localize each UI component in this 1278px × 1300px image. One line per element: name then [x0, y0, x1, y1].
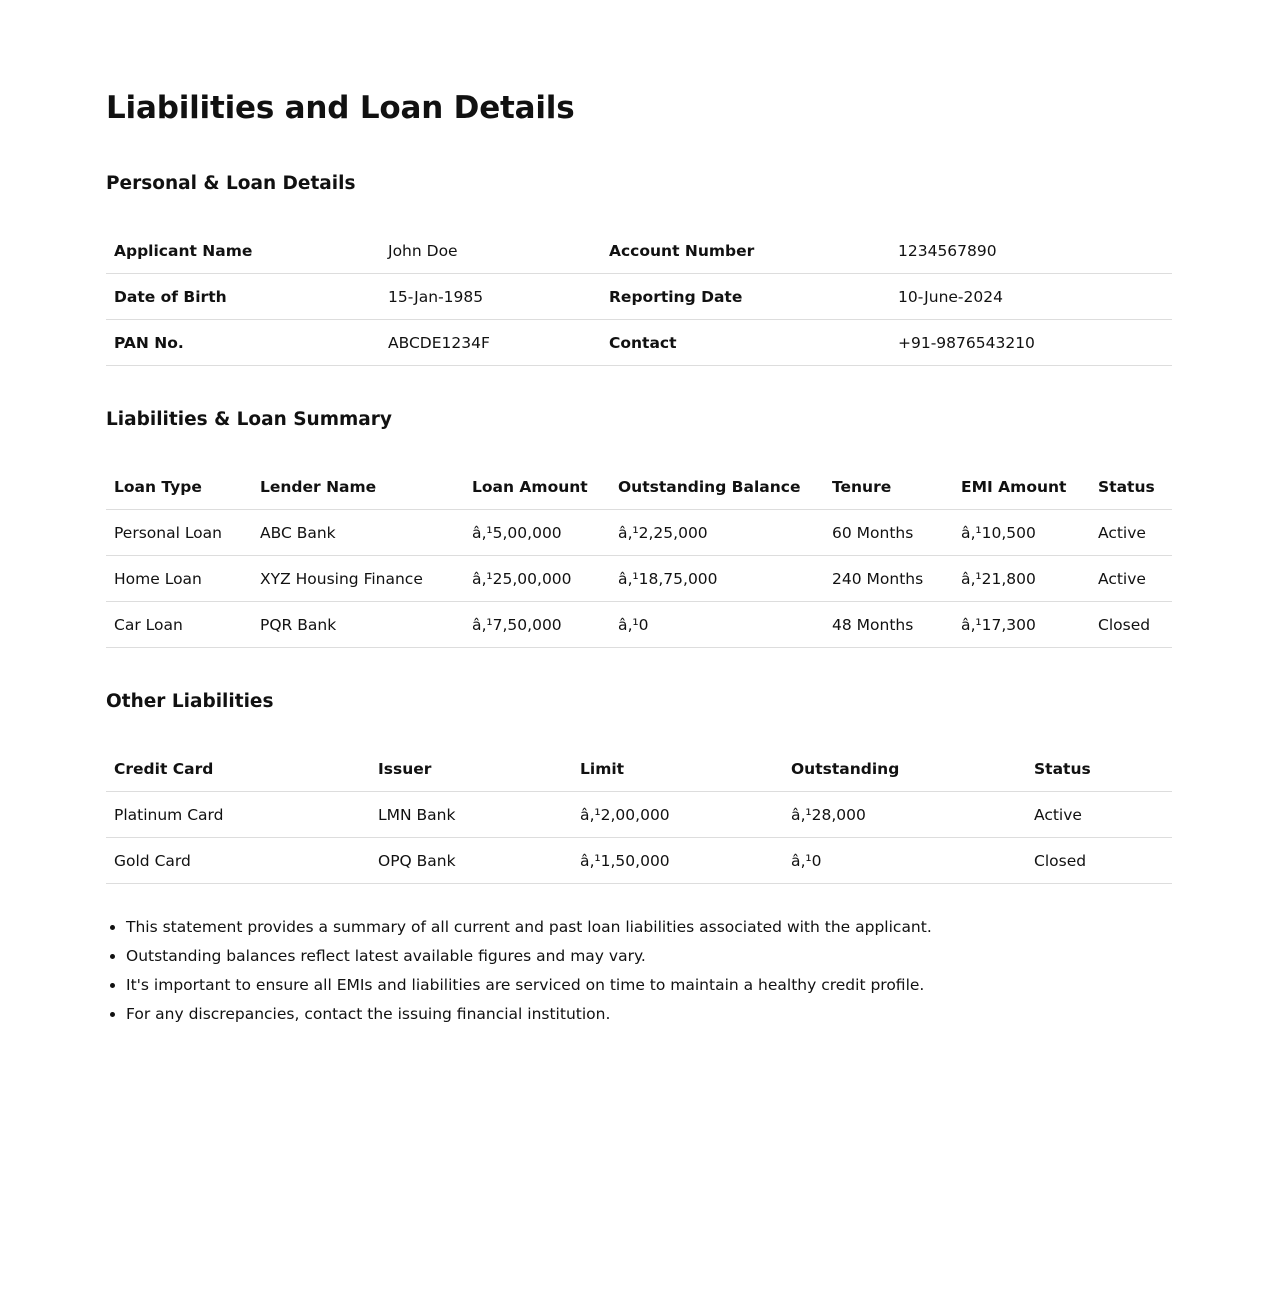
table-cell: XYZ Housing Finance [252, 556, 464, 602]
table-cell: â‚¹25,00,000 [464, 556, 610, 602]
table-cell: â‚¹21,800 [953, 556, 1090, 602]
status-cell: Active [1090, 556, 1172, 602]
table-row [106, 556, 1172, 602]
table-cell: Home Loan [106, 556, 252, 602]
column-header: Loan Type [106, 464, 252, 510]
table-header-row [106, 746, 1172, 792]
table-cell: ABC Bank [252, 510, 464, 556]
account-number-value: 1234567890 [890, 228, 1172, 274]
loan-summary-table [106, 464, 1172, 648]
column-header: Limit [572, 746, 783, 792]
column-header: Outstanding [783, 746, 1026, 792]
table-header-row [106, 464, 1172, 510]
column-header: Status [1090, 464, 1172, 510]
table-cell: â‚¹28,000 [783, 792, 1026, 838]
table-cell: Gold Card [106, 838, 370, 884]
table-cell: â‚¹7,50,000 [464, 602, 610, 648]
date-of-birth-label: Date of Birth [106, 274, 380, 320]
notes-list [106, 913, 1172, 1029]
date-of-birth-value: 15-Jan-1985 [380, 274, 601, 320]
loan-summary-heading: Liabilities & Loan Summary [106, 409, 392, 430]
table-row [106, 320, 1172, 366]
table-cell: Platinum Card [106, 792, 370, 838]
table-row [106, 602, 1172, 648]
column-header: Loan Amount [464, 464, 610, 510]
applicant-name-value: John Doe [380, 228, 601, 274]
list-item: • Outstanding balances reflect latest available figures and may vary. [126, 942, 1172, 971]
status-cell: Closed [1026, 838, 1172, 884]
personal-details-table [106, 228, 1172, 366]
table-cell: â‚¹2,25,000 [610, 510, 824, 556]
page-title: Liabilities and Loan Details [106, 90, 575, 126]
other-liabilities-table [106, 746, 1172, 884]
table-row [106, 274, 1172, 320]
reporting-date-label: Reporting Date [601, 274, 890, 320]
table-row [106, 510, 1172, 556]
column-header: Credit Card [106, 746, 370, 792]
status-cell: Active [1026, 792, 1172, 838]
table-cell: PQR Bank [252, 602, 464, 648]
contact-value: +91-9876543210 [890, 320, 1172, 366]
table-cell: 240 Months [824, 556, 953, 602]
contact-label: Contact [601, 320, 890, 366]
reporting-date-value: 10-June-2024 [890, 274, 1172, 320]
other-liabilities-heading: Other Liabilities [106, 691, 274, 712]
table-cell: â‚¹0 [783, 838, 1026, 884]
table-cell: Car Loan [106, 602, 252, 648]
table-row [106, 838, 1172, 884]
column-header: EMI Amount [953, 464, 1090, 510]
column-header: Status [1026, 746, 1172, 792]
table-cell: OPQ Bank [370, 838, 572, 884]
table-cell: â‚¹18,75,000 [610, 556, 824, 602]
table-row [106, 228, 1172, 274]
column-header: Issuer [370, 746, 572, 792]
list-item: • For any discrepancies, contact the issuing financial institution. [126, 1000, 1172, 1029]
table-cell: â‚¹1,50,000 [572, 838, 783, 884]
table-cell: â‚¹5,00,000 [464, 510, 610, 556]
column-header: Tenure [824, 464, 953, 510]
table-cell: â‚¹17,300 [953, 602, 1090, 648]
column-header: Outstanding Balance [610, 464, 824, 510]
table-cell: â‚¹2,00,000 [572, 792, 783, 838]
table-cell: Personal Loan [106, 510, 252, 556]
document-page [106, 0, 1172, 1029]
pan-value: ABCDE1234F [380, 320, 601, 366]
table-cell: 48 Months [824, 602, 953, 648]
status-cell: Closed [1090, 602, 1172, 648]
column-header: Lender Name [252, 464, 464, 510]
list-item: • This statement provides a summary of all current and past loan liabilities associated with the applicant. [126, 913, 1172, 942]
pan-label: PAN No. [106, 320, 380, 366]
personal-section-heading: Personal & Loan Details [106, 173, 356, 194]
table-row [106, 792, 1172, 838]
status-cell: Active [1090, 510, 1172, 556]
table-cell: LMN Bank [370, 792, 572, 838]
table-cell: â‚¹0 [610, 602, 824, 648]
table-cell: 60 Months [824, 510, 953, 556]
table-cell: â‚¹10,500 [953, 510, 1090, 556]
applicant-name-label: Applicant Name [106, 228, 380, 274]
list-item: • It's important to ensure all EMIs and liabilities are serviced on time to maintain a healthy credit profile. [126, 971, 1172, 1000]
account-number-label: Account Number [601, 228, 890, 274]
